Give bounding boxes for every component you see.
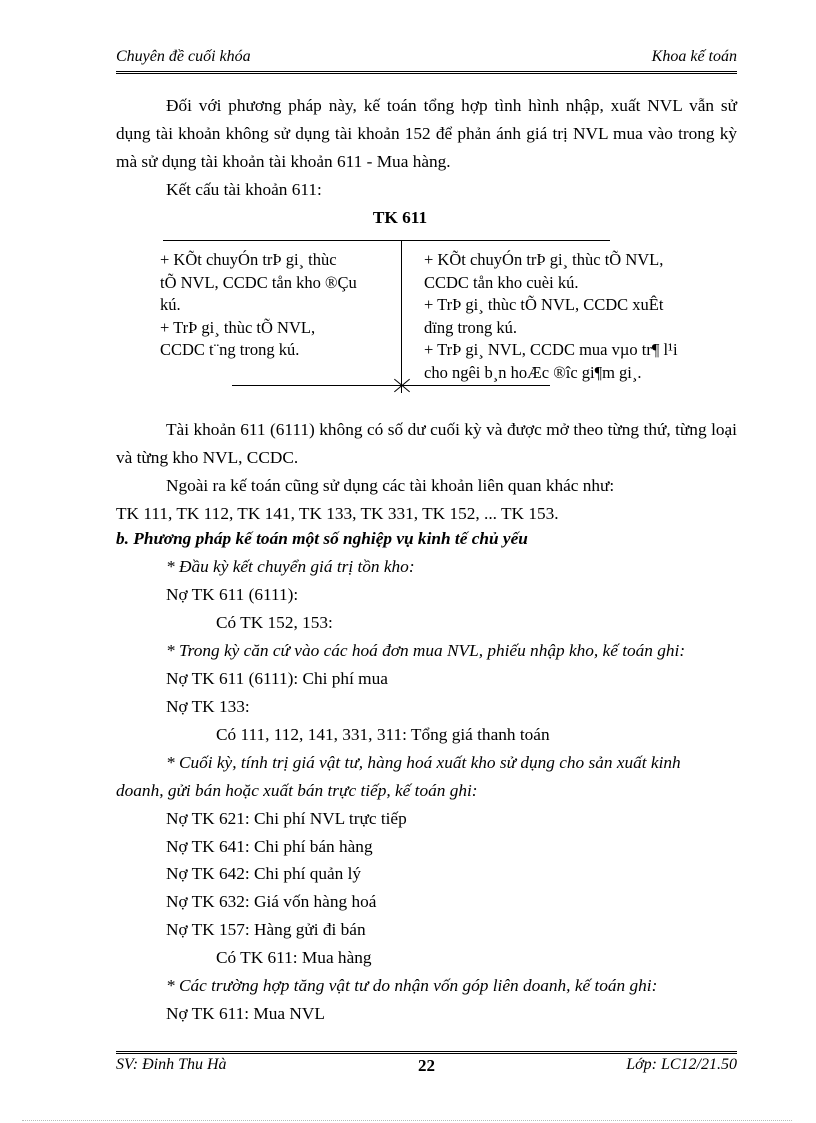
debit-line: kú.: [160, 295, 181, 314]
entry-line: Có TK 152, 153:: [216, 613, 333, 632]
debit-line: + KÕt chuyÓn trÞ gi¸ thùc: [160, 250, 337, 269]
debit-line: tÕ NVL, CCDC tån kho ®Çu: [160, 272, 357, 292]
t-account-bottom-line: [232, 385, 550, 386]
note-3-cont: doanh, gửi bán hoặc xuất bán trực tiếp, kế toán ghi:: [116, 781, 478, 800]
paragraph-2: Kết cấu tài khoản 611:: [166, 180, 322, 199]
footer-class: Lớp: LC12/21.50: [626, 1056, 737, 1073]
note-2: * Trong kỳ căn cứ vào các hoá đơn mua NVL, phiếu nhập kho, kế toán ghi:: [166, 641, 686, 660]
paragraph-4: Ngoài ra kế toán cũng sử dụng các tài khoản liên quan khác như:: [166, 476, 615, 495]
page-footer: [116, 1056, 737, 1078]
footer-rule: [116, 1051, 737, 1054]
page-number: 22: [418, 1056, 435, 1075]
page-edge-dotted-line: [22, 1120, 792, 1121]
t-account-credit-side: [424, 249, 724, 384]
header-right: Khoa kế toán: [651, 48, 737, 65]
entry-line: Nợ TK 157: Hàng gửi đi bán: [166, 920, 366, 939]
credit-line: + TrÞ gi¸ thùc tÕ NVL, CCDC xuÊt: [424, 295, 664, 314]
credit-line: dïng trong kú.: [424, 317, 518, 337]
entry-line: Có TK 611: Mua hàng: [216, 948, 372, 967]
credit-line: cho ngêi b¸n hoÆc ®îc gi¶m gi¸.: [424, 362, 642, 382]
note-1: * Đầu kỳ kết chuyển giá trị tồn kho:: [166, 557, 415, 576]
body-block: [116, 416, 737, 528]
t-account-top-line: [163, 240, 610, 241]
debit-line: CCDC t¨ng trong kú.: [160, 340, 300, 359]
paragraph-3: Tài khoản 611 (6111) không có số dư cuối kỳ và được mở theo từng thứ, từng loại và từng kho NVL, CCDC.: [116, 420, 737, 467]
page-header: [116, 48, 737, 70]
entry-line: Có 111, 112, 141, 331, 311: Tổng giá thanh toán: [216, 725, 550, 744]
entry-line: Nợ TK 611: Mua NVL: [166, 1004, 325, 1023]
section-heading-b: b. Phương pháp kế toán một số nghiệp vụ kinh tế chủ yếu: [116, 529, 528, 548]
entry-line: Nợ TK 632: Giá vốn hàng hoá: [166, 892, 377, 911]
credit-line: CCDC tån kho cuèi kú.: [424, 272, 579, 292]
entry-line: Nợ TK 611 (6111):: [166, 585, 299, 604]
credit-line: + TrÞ gi¸ NVL, CCDC mua vµo tr¶ l¹i: [424, 340, 678, 359]
intro-block: [116, 92, 737, 204]
header-left: Chuyên đề cuối khóa: [116, 48, 251, 65]
paragraph-1: Đối với phương pháp này, kế toán tổng hợp tình hình nhập, xuất NVL vẫn sử dụng tài khoản không sử dụng tài khoản 152 để phản ánh giá trị NVL mua vào trong kỳ mà sử dụng tài khoản tài khoản 611 - Mua hàng.: [116, 96, 737, 171]
note-3: * Cuối kỳ, tính trị giá vật tư, hàng hoá xuất kho sử dụng cho sản xuất kinh: [166, 753, 681, 772]
debit-line: + TrÞ gi¸ thùc tÕ NVL,: [160, 317, 316, 337]
entry-line: Nợ TK 641: Chi phí bán hàng: [166, 837, 373, 856]
entry-line: Nợ TK 611 (6111): Chi phí mua: [166, 669, 388, 688]
note-4: * Các trường hợp tăng vật tư do nhận vốn góp liên doanh, kế toán ghi:: [166, 976, 658, 995]
entry-line: Nợ TK 642: Chi phí quản lý: [166, 864, 362, 883]
paragraph-4b: TK 111, TK 112, TK 141, TK 133, TK 331, TK 152, ... TK 153.: [116, 504, 559, 523]
t-account-title: TK 611: [372, 208, 428, 227]
header-rule: [116, 71, 737, 74]
entry-line: Nợ TK 133:: [166, 697, 250, 716]
footer-student: SV: Đinh Thu Hà: [116, 1056, 227, 1073]
t-account-debit-side: [160, 249, 395, 362]
entry-line: Nợ TK 621: Chi phí NVL trực tiếp: [166, 809, 407, 828]
credit-line: + KÕt chuyÓn trÞ gi¸ thùc tÕ NVL,: [424, 250, 664, 269]
t-account-divider: [401, 240, 402, 393]
